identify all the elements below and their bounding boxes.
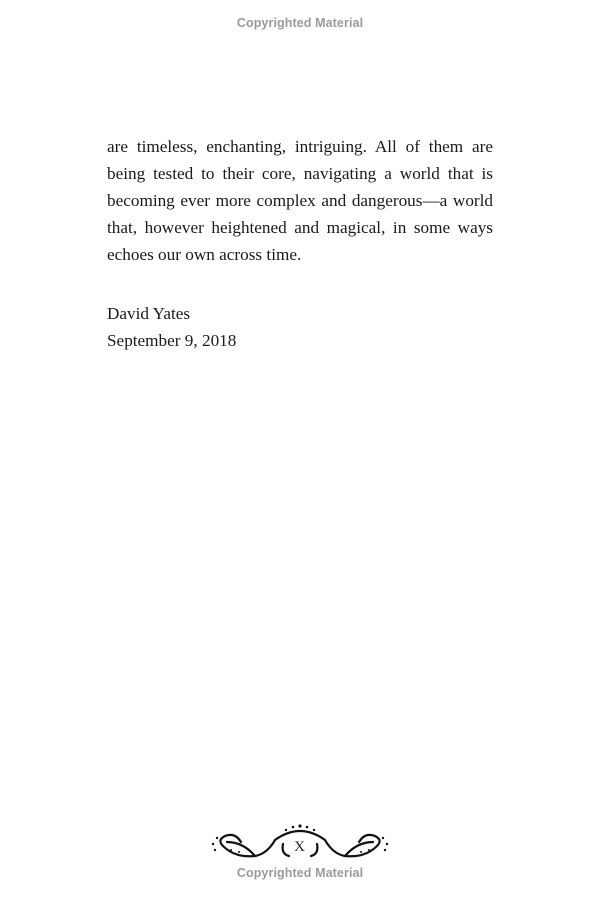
page-number: X xyxy=(294,839,306,855)
copyright-watermark-bottom: Copyrighted Material xyxy=(236,866,364,880)
author-name: David Yates xyxy=(107,304,191,323)
body-text xyxy=(107,133,493,268)
body-paragraph: are timeless, enchanting, intriguing. All of them are being tested to their core, navigating a world that is becoming ever more complex and dangerous—a world that, however heightened and magical, in some ways echoes our own across time. xyxy=(107,137,493,264)
signature-date: September 9, 2018 xyxy=(107,331,237,350)
copyright-watermark-top: Copyrighted Material xyxy=(236,16,364,30)
signature-block xyxy=(107,300,236,354)
